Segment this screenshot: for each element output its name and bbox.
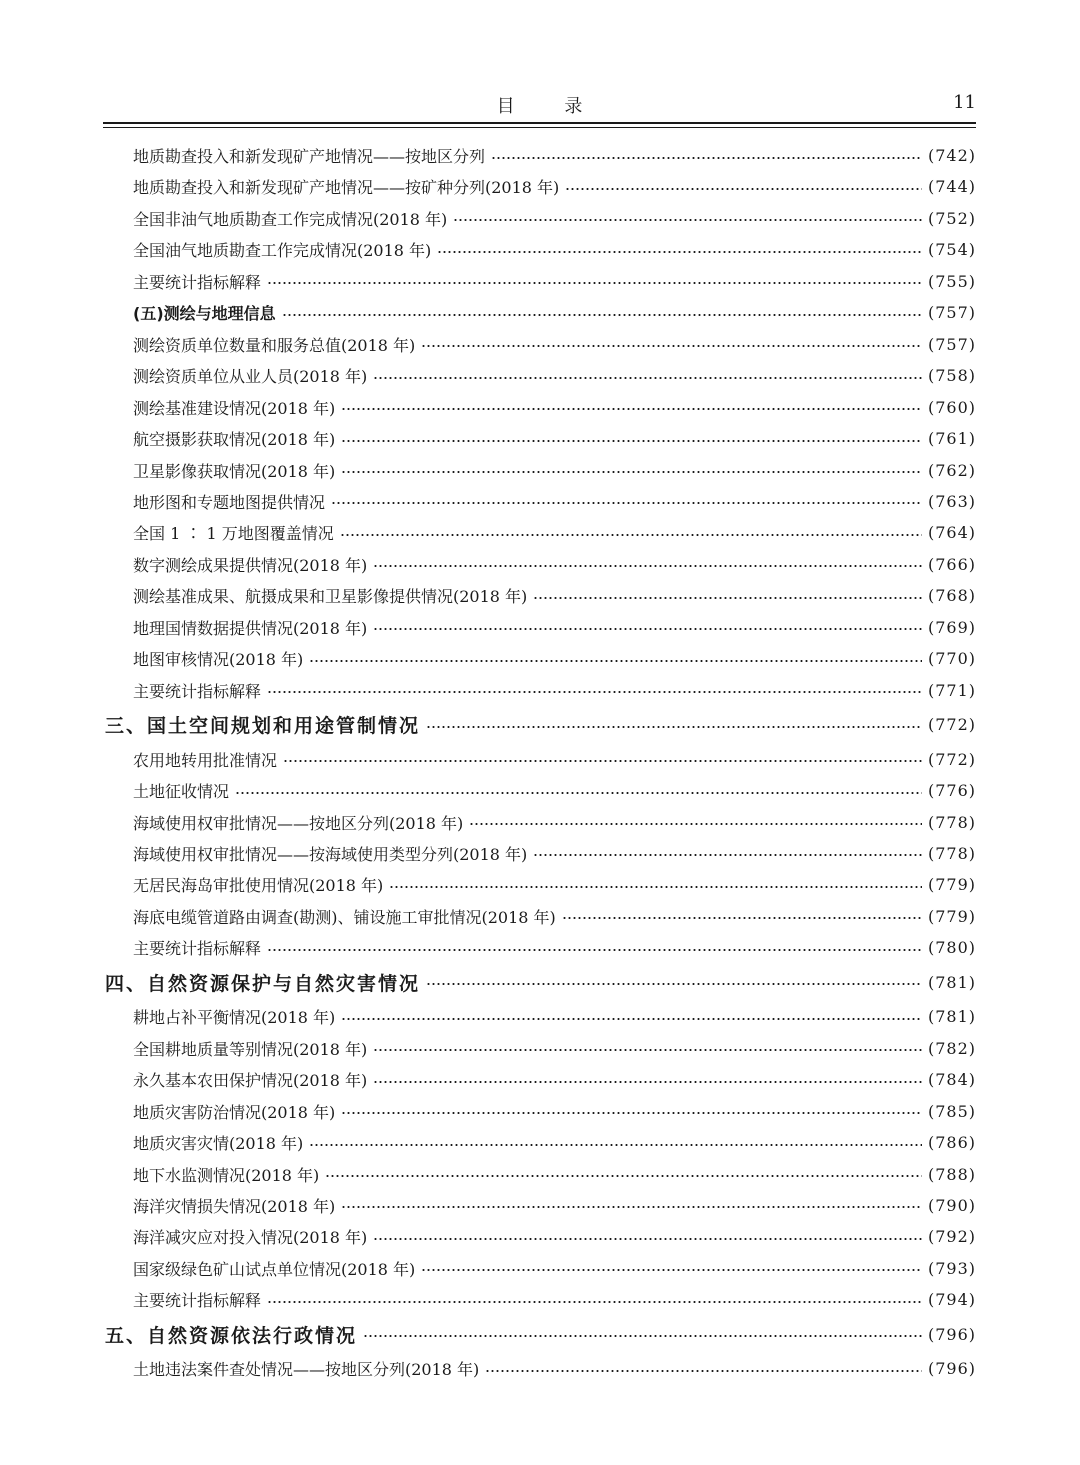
- toc-entry-page: (794): [927, 1290, 976, 1310]
- toc-entry-title: 主要统计指标解释: [133, 681, 262, 701]
- dot-leader: [267, 949, 922, 951]
- dot-leader: [469, 823, 922, 825]
- dot-leader: [453, 219, 922, 221]
- toc-entry-title: 测绘基准成果、航摄成果和卫星影像提供情况(2018 年): [133, 587, 528, 607]
- toc-entry-page: (755): [927, 271, 976, 291]
- toc-entry: [103, 1064, 976, 1095]
- toc-entry-title: 主要统计指标解释: [133, 1291, 262, 1311]
- header-rule-thick: [103, 122, 976, 124]
- toc-entry-title: 全国非油气地质勘查工作完成情况(2018 年): [133, 209, 448, 229]
- dot-leader: [341, 1018, 922, 1020]
- toc-entry-title: 地形图和专题地图提供情况: [133, 492, 326, 512]
- dot-leader: [309, 660, 922, 662]
- toc-entry-title: 无居民海岛审批使用情况(2018 年): [133, 876, 384, 896]
- dot-leader: [341, 408, 922, 410]
- toc-entry: [103, 901, 976, 932]
- toc-entry: [103, 171, 976, 202]
- toc-entry: [103, 1159, 976, 1190]
- toc-entry-page: (778): [927, 812, 976, 832]
- toc-entry-page: (796): [927, 1359, 976, 1379]
- toc-entry-title: 耕地占补平衡情况(2018 年): [133, 1008, 336, 1028]
- toc-entry-page: (754): [927, 240, 976, 260]
- toc-entry-page: (763): [927, 491, 976, 511]
- toc-entry-title: 地下水监测情况(2018 年): [133, 1165, 320, 1185]
- toc-entry-page: (772): [927, 715, 976, 735]
- toc-entry: [103, 1253, 976, 1284]
- toc-entry-page: (758): [927, 366, 976, 386]
- dot-leader: [235, 792, 922, 794]
- toc-entry-title: 测绘资质单位数量和服务总值(2018 年): [133, 335, 416, 355]
- toc-entry-title: 海域使用权审批情况——按地区分列(2018 年): [133, 813, 464, 833]
- dot-leader: [267, 691, 922, 693]
- toc-entry-page: (782): [927, 1038, 976, 1058]
- toc-entry-page: (761): [927, 429, 976, 449]
- toc-entry-page: (792): [927, 1227, 976, 1247]
- dot-leader: [389, 886, 922, 888]
- dot-leader: [533, 597, 922, 599]
- toc-entry: [103, 744, 976, 775]
- page-header: [103, 92, 976, 122]
- toc-entry-page: (771): [927, 680, 976, 700]
- toc-entry-page: (744): [927, 177, 976, 197]
- toc-entry-page: (779): [927, 875, 976, 895]
- toc-entry-title: 土地征收情况: [133, 782, 230, 802]
- toc-entry-page: (778): [927, 843, 976, 863]
- dot-leader: [373, 1049, 922, 1051]
- toc-section-heading: [103, 967, 976, 998]
- toc-entry: [103, 775, 976, 806]
- header-rule-thin: [103, 127, 976, 128]
- toc-entry-page: (790): [927, 1195, 976, 1215]
- dot-leader: [331, 502, 922, 504]
- toc-entry-title: 永久基本农田保护情况(2018 年): [133, 1071, 368, 1091]
- toc-entry-title: 全国 1 ∶ 1 万地图覆盖情况: [133, 524, 334, 544]
- toc-entry: [103, 234, 976, 265]
- toc-entry: [103, 1353, 976, 1384]
- dot-leader: [485, 1370, 922, 1372]
- toc-entry-page: (764): [927, 523, 976, 543]
- toc-entry-title: 海底电缆管道路由调查(勘测)、铺设施工审批情况(2018 年): [133, 907, 556, 927]
- toc-entry-page: (772): [927, 749, 976, 769]
- dot-leader: [491, 157, 922, 159]
- toc-entry: [103, 266, 976, 297]
- toc-entry: [103, 486, 976, 517]
- toc-entry: [103, 580, 976, 611]
- dot-leader: [363, 1335, 922, 1337]
- toc-entry-title: 地理国情数据提供情况(2018 年): [133, 618, 368, 638]
- toc-entry: [103, 423, 976, 454]
- dot-leader: [341, 440, 922, 442]
- toc-entry: [103, 1001, 976, 1032]
- dot-leader: [565, 188, 922, 190]
- dot-leader: [341, 1206, 922, 1208]
- dot-leader: [309, 1144, 922, 1146]
- page-number: 11: [953, 92, 976, 113]
- toc-entry-page: (781): [927, 972, 976, 992]
- toc-entry-title: 海洋灾情损失情况(2018 年): [133, 1196, 336, 1216]
- toc-entry-page: (768): [927, 586, 976, 606]
- toc-entry-page: (796): [927, 1324, 976, 1344]
- toc-entry-page: (784): [927, 1070, 976, 1090]
- toc-entry-page: (757): [927, 334, 976, 354]
- toc-entry-page: (769): [927, 617, 976, 637]
- toc-entry-title: 全国耕地质量等别情况(2018 年): [133, 1039, 368, 1059]
- dot-leader: [373, 1238, 922, 1240]
- toc-entry-title: 国家级绿色矿山试点单位情况(2018 年): [133, 1259, 416, 1279]
- dot-leader: [283, 760, 922, 762]
- toc-entry: [103, 392, 976, 423]
- dot-leader: [426, 726, 922, 728]
- toc-entry-page: (786): [927, 1133, 976, 1153]
- toc-entry: [103, 643, 976, 674]
- dot-leader: [267, 1301, 922, 1303]
- toc-entry-page: (766): [927, 554, 976, 574]
- toc-entry-page: (752): [927, 208, 976, 228]
- dot-leader: [373, 565, 922, 567]
- toc-entry-title: 航空摄影获取情况(2018 年): [133, 430, 336, 450]
- dot-leader: [426, 983, 922, 985]
- toc-entry-page: (781): [927, 1007, 976, 1027]
- toc-entry-title: 四、自然资源保护与自然灾害情况: [105, 972, 421, 995]
- toc-entry: [103, 455, 976, 486]
- toc-entry-title: 地质勘查投入和新发现矿产地情况——按矿种分列(2018 年): [133, 178, 560, 198]
- toc-entry: [103, 807, 976, 838]
- toc-entry-title: 地质灾害灾情(2018 年): [133, 1134, 304, 1154]
- toc-entry-title: 测绘资质单位从业人员(2018 年): [133, 367, 368, 387]
- toc-entry-title: 卫星影像获取情况(2018 年): [133, 461, 336, 481]
- toc-entry: [103, 1096, 976, 1127]
- toc-entry: [103, 1221, 976, 1252]
- toc-entry-title: 全国油气地质勘查工作完成情况(2018 年): [133, 241, 432, 261]
- toc-entry-page: (793): [927, 1258, 976, 1278]
- dot-leader: [325, 1175, 922, 1177]
- toc-entry: [103, 1284, 976, 1315]
- toc-entry-page: (760): [927, 397, 976, 417]
- toc-entry: [103, 360, 976, 391]
- toc-entry-page: (785): [927, 1101, 976, 1121]
- dot-leader: [533, 854, 922, 856]
- toc-entry-title: 海洋减灾应对投入情况(2018 年): [133, 1228, 368, 1248]
- dot-leader: [373, 1081, 922, 1083]
- toc-entry-title: 三、国土空间规划和用途管制情况: [105, 715, 421, 738]
- dot-leader: [437, 251, 922, 253]
- dot-leader: [267, 282, 922, 284]
- toc-entry: [103, 838, 976, 869]
- toc-entry-title: 地质勘查投入和新发现矿产地情况——按地区分列: [133, 147, 486, 166]
- toc-entry-page: (770): [927, 649, 976, 669]
- page-title: 目 录: [496, 96, 605, 117]
- toc-entry-title: 主要统计指标解释: [133, 939, 262, 959]
- toc-entry-title: 主要统计指标解释: [133, 272, 262, 292]
- toc-entry-title: 测绘基准建设情况(2018 年): [133, 398, 336, 418]
- toc-entry-page: (742): [927, 146, 976, 165]
- toc-entry: [103, 869, 976, 900]
- toc-entry: [103, 675, 976, 706]
- toc-entry: [103, 1127, 976, 1158]
- toc-entry-title: 地质灾害防治情况(2018 年): [133, 1102, 336, 1122]
- dot-leader: [373, 377, 922, 379]
- toc-entry-page: (779): [927, 906, 976, 926]
- toc-section-heading: [103, 1319, 976, 1350]
- dot-leader: [340, 534, 922, 536]
- dot-leader: [421, 1269, 922, 1271]
- toc-entry-page: (776): [927, 781, 976, 801]
- toc-entry: [103, 1190, 976, 1221]
- dot-leader: [341, 1112, 922, 1114]
- toc-entry-title: 海域使用权审批情况——按海域使用类型分列(2018 年): [133, 844, 528, 864]
- dot-leader: [373, 628, 922, 630]
- toc-entry-page: (757): [927, 303, 976, 323]
- dot-leader: [282, 314, 922, 316]
- toc-entry-title: 地图审核情况(2018 年): [133, 650, 304, 670]
- dot-leader: [562, 917, 922, 919]
- toc-entry-page: (780): [927, 938, 976, 958]
- dot-leader: [341, 471, 922, 473]
- toc-entry-page: (788): [927, 1164, 976, 1184]
- toc-entry-page: (762): [927, 460, 976, 480]
- toc-entry-title: 农用地转用批准情况: [133, 750, 278, 770]
- toc-entry-title: 数字测绘成果提供情况(2018 年): [133, 555, 368, 575]
- toc-entry-title: 五、自然资源依法行政情况: [105, 1324, 358, 1347]
- toc-entry: [103, 549, 976, 580]
- toc-entry: [103, 932, 976, 963]
- toc-subsection-heading: [103, 297, 976, 328]
- toc-entry: [103, 329, 976, 360]
- toc-entry-title: 土地违法案件查处情况——按地区分列(2018 年): [133, 1360, 480, 1380]
- toc-entry: [103, 1033, 976, 1064]
- toc-section-heading: [103, 709, 976, 740]
- toc-entry: [103, 140, 976, 171]
- toc-entry-title: (五)测绘与地理信息: [133, 304, 276, 324]
- toc-entry: [103, 612, 976, 643]
- dot-leader: [421, 345, 922, 347]
- toc-entry: [103, 517, 976, 548]
- toc-entry: [103, 203, 976, 234]
